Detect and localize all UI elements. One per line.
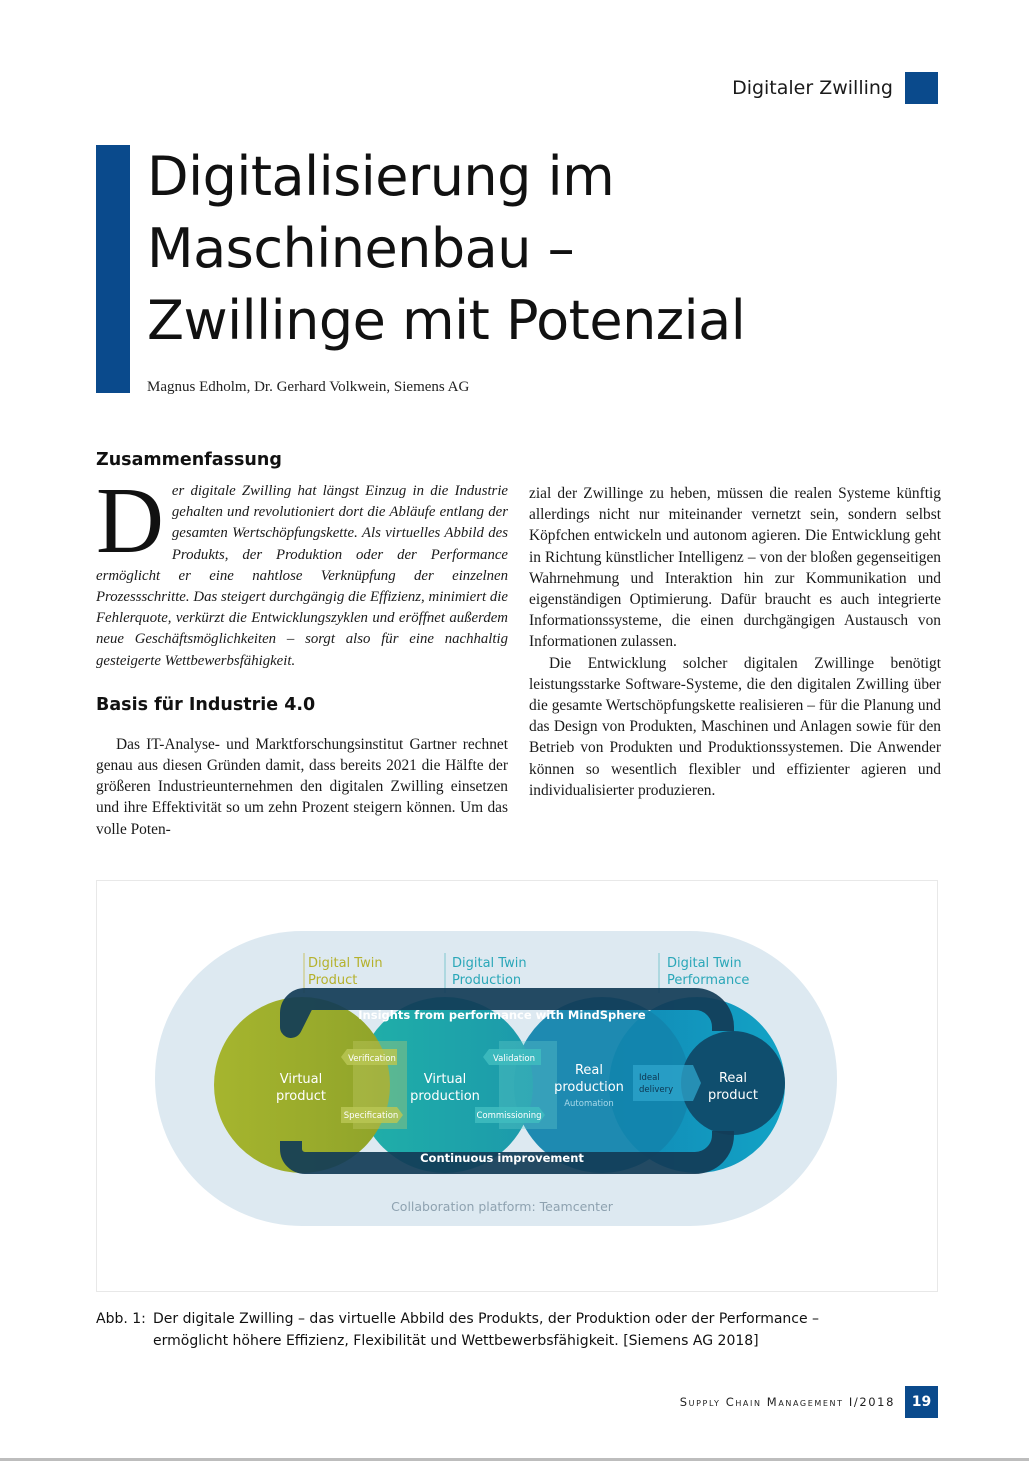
article-title xyxy=(147,141,947,357)
title-accent-bar xyxy=(96,145,130,393)
node-real-product-1: Real xyxy=(718,1071,748,1086)
page-number: 19 xyxy=(905,1386,938,1418)
node-virtual-production-1: Virtual xyxy=(423,1072,467,1087)
node-virtual-production-2: production xyxy=(410,1089,480,1104)
title-line-1: Digitalisierung im xyxy=(147,145,615,208)
right-column xyxy=(529,483,941,801)
twin-label-performance-2: Performance xyxy=(667,973,750,988)
section-header xyxy=(732,72,938,104)
title-line-2: Maschinenbau – xyxy=(147,217,575,280)
caption-line-2: ermöglicht höhere Effizienz, Flexibilität und Wettbewerbsfähigkeit. [Siemens AG 2018] xyxy=(153,1333,759,1349)
caption-number: Abb. 1: xyxy=(96,1311,146,1327)
arrow-ideal-delivery xyxy=(633,1065,701,1101)
article-authors: Magnus Edholm, Dr. Gerhard Volkwein, Siemens AG xyxy=(147,379,470,395)
journal-name: Supply Chain Management I/2018 xyxy=(679,1395,895,1409)
twin-label-product-1: Digital Twin xyxy=(308,956,383,971)
twin-label-product-2: Product xyxy=(308,973,358,988)
twin-label-production-2: Production xyxy=(452,973,522,988)
section-heading-industrie: Basis für Industrie 4.0 xyxy=(96,694,316,715)
body-paragraph-1-part-2: zial der Zwillinge zu heben, müssen die realen Systeme künftig allerdings nicht nur miteinander vernetzt sein, sondern selbst Köpfchen entwickeln und autonom agieren. Die Entwicklung geht in Richtung künstlicher Intelligenz – von der bloßen gegenseitigen Wahrnehmung und Interaktion hin zur Kommunikation und eigenständigen Optimierung. Dafür braucht es auch integrierte Informationssysteme, die einen durchgängigen Austausch von Informationen zulassen. xyxy=(529,485,941,651)
figure-caption xyxy=(96,1308,938,1352)
abstract-text: er digitale Zwilling hat längst Einzug in die Industrie gehalten und revolutioniert dort die Abläufe entlang der gesamten Wertschöpfungskette. Als virtuelles Abbild des Produkts, der Produktion oder der Performance ermöglicht er eine nahtlose Verknüpfung der einzelnen Prozessschritte. Das steigert durchgängig die Effizienz, minimiert die Fehlerquote, verkürzt die Entwicklungszyklen und eröffnet außerdem neue Geschäftsmöglichkeiten – sorgt also für eine nachhaltig gesteigerte Wettbewerbsfähigkeit. xyxy=(96,483,508,669)
node-virtual-product-2: product xyxy=(275,1089,327,1104)
node-virtual-product-1: Virtual xyxy=(279,1072,323,1087)
section-label: Digitaler Zwilling xyxy=(732,77,893,99)
bottom-band-label: Continuous improvement xyxy=(420,1151,584,1165)
digital-twin-diagram xyxy=(97,881,939,1293)
body-paragraph-2: Die Entwicklung solcher digitalen Zwillinge benötigt leistungsstarke Software-Systeme, die den digitalen Zwilling über die gesamte Wertschöpfungskette realisieren – für die Planung und das Design von Produkten, Maschinen und Anlagen sowie für den Betrieb von Produkten und Produktionssystemen. Die Anwender können so wesentlich flexibler und effizienter agieren und individualisierter produzieren. xyxy=(529,654,941,799)
arrow-verification-label: Verification xyxy=(348,1054,396,1064)
arrow-specification-label: Specification xyxy=(343,1111,399,1121)
node-real-production-sub: Automation xyxy=(564,1099,614,1109)
arrow-validation-label: Validation xyxy=(493,1054,535,1064)
node-real-product-2: product xyxy=(707,1088,759,1103)
abstract xyxy=(96,469,508,672)
drop-cap: D xyxy=(96,469,164,573)
twin-label-performance-1: Digital Twin xyxy=(667,956,742,971)
twin-label-production-1: Digital Twin xyxy=(452,956,527,971)
platform-label: Collaboration platform: Teamcenter xyxy=(391,1199,613,1214)
caption-line-1: Der digitale Zwilling – das virtuelle Abbild des Produkts, der Produktion oder der Performance – xyxy=(153,1311,820,1327)
title-line-3: Zwillinge mit Potenzial xyxy=(147,289,746,352)
node-real-production-1: Real xyxy=(574,1063,604,1078)
figure-digital-twin xyxy=(96,880,938,1292)
node-real-production-2: production xyxy=(554,1080,624,1095)
top-band-label: Insights from performance with MindSphere xyxy=(358,1008,646,1022)
arrow-ideal-delivery-label-1: Ideal xyxy=(639,1073,660,1083)
arrow-ideal-delivery-label-2: delivery xyxy=(639,1085,674,1095)
body-paragraph-1-part-1: Das IT-Analyse- und Marktforschungsinstitut Gartner rechnet genau aus diesen Gründen damit, dass bereits 2021 die Hälfte der größeren Industrieunternehmen den digitalen Zwilling einsetzen und ihre Effektivität so um zehn Prozent steigern können. Um das volle Poten- xyxy=(96,735,508,838)
section-marker xyxy=(905,72,938,104)
summary-heading: Zusammenfassung xyxy=(96,450,282,470)
page-footer xyxy=(680,1386,938,1418)
left-column xyxy=(96,448,508,840)
arrow-commissioning-label: Commissioning xyxy=(476,1111,542,1121)
